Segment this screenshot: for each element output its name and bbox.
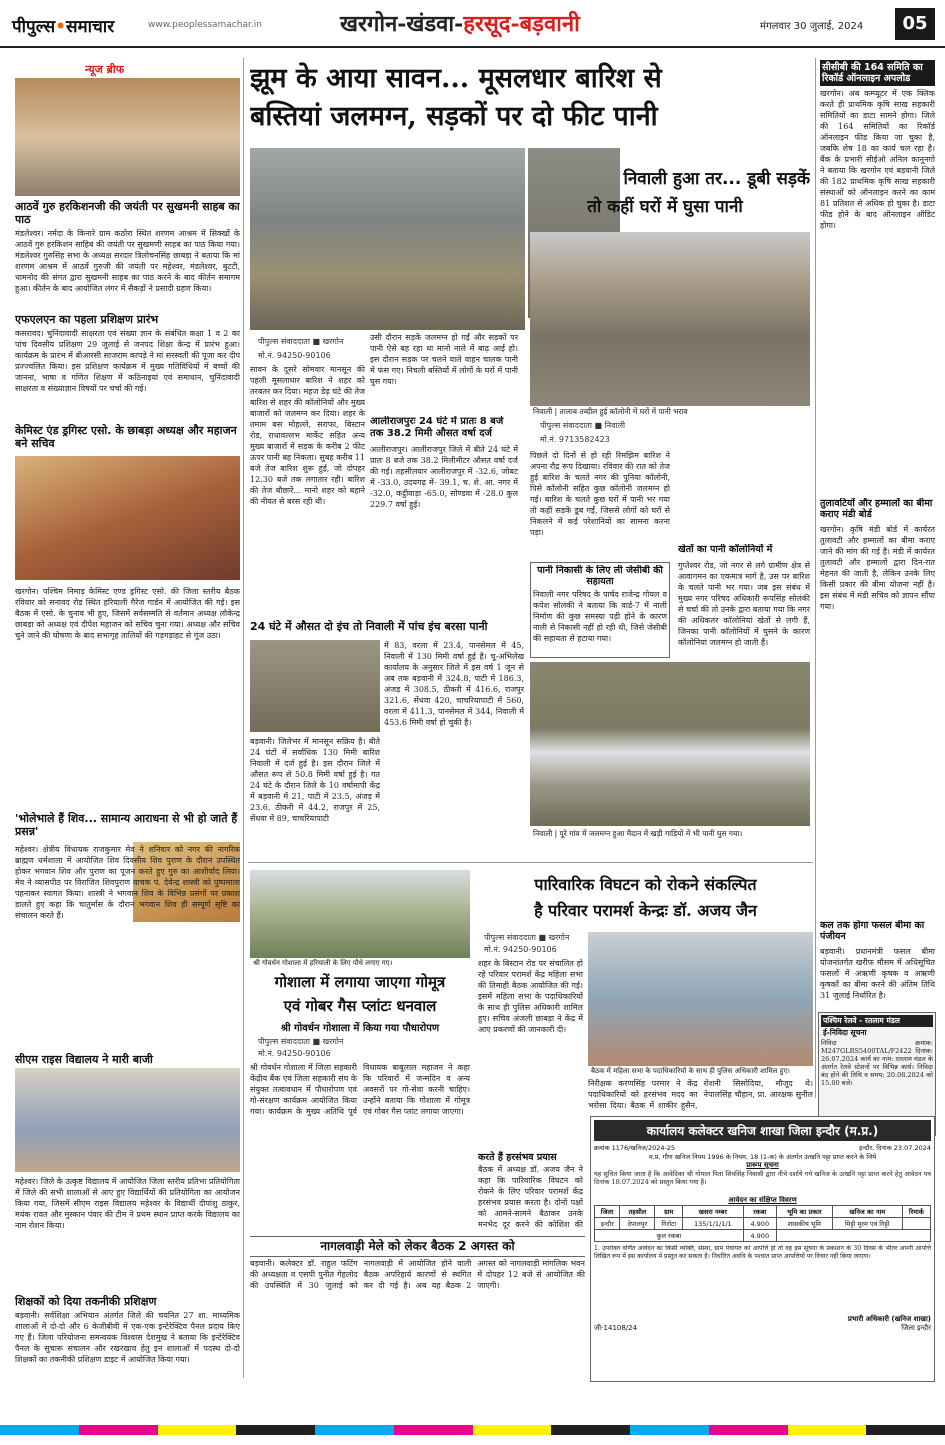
s4-title: 'भोलेभाले हैं शिव... सामान्य आराधना से भी हो जाते हैं प्रसन्न' (15, 812, 238, 838)
brand-logo (12, 14, 114, 37)
mining-notice (590, 1116, 935, 1382)
s6-title: शिक्षकों को दिया तकनीकी प्रशिक्षण (15, 1295, 157, 1308)
ccb-body: खरगोन। अब कम्प्यूटर में एक क्लिक करते ही प्राथमिक कृषि साख सहकारी समितियों का डाटा सामने होगा। जिले की 164 समितियों का रिकॉर्ड ऑनलाइन फीड किया जा चुका है, जबकि शेष 18 का कार्य चल रहा है। बैंक के प्रभारी सीईओ अनिल कानूनगो ने बताया कि खरगोन एवं बड़वानी जिले की 182 प्राथमिक कृषि साख सहकारी संस्थाओं को ऑनलाइन करने का काम 81 प्रतिशत से अधिक हो चुका है। डाटा फीड होने के बाद ऑनलाइन ऑडिट होगा। (820, 89, 935, 230)
masthead (0, 0, 945, 48)
gurudwara-photo (15, 78, 240, 196)
notice-sign-2: जिला इन्दौर (901, 1324, 931, 1332)
mandi-body: खरगोन। कृषि मंडी बोर्ड में कार्यरत तुलावटी और हम्मालों का बीमा कराए जाने की मांग की गई है। मंडी में कार्यरत तुलावटी और हम्मालों द्वारा दिन-रात मेहनत की जाती है, लेकिन उनके लिए किसी प्रकार की बीमा योजना नहीं है। इस संबंध में मंडी सचिव को ज्ञापन सौंपा गया। (820, 525, 935, 611)
family-headline-2: है परिवार परामर्श केन्द्रः डॉ. अजय जैन (534, 901, 757, 920)
submerged-cars-photo (530, 662, 810, 826)
naagalwadi-body: बड़वानी। कलेक्टर डॉ. राहुल फटिंग की अध्यक्षता व एसपी पुनीत गेहलोद की उपस्थिति में 30 जुलाई को नागलवाड़ी में आयोजित होने वाली बैठक अपरिहार्य कारणों से स्थगित कर दी गई है। अब यह बैठक 2 अगस्त को नागलवाड़ी मांगलिक भवन में दोपहर 12 बजे से आयोजित की जाएगी। (250, 1259, 585, 1290)
s5-body: महेश्वर। जिले के उत्कृष्ट विद्यालय में आयोजित जिला स्तरीय प्रतिभा प्रतियोगिता में जिले की सभी शालाओं से आए हुए विद्यार्थियों की प्रतियोगिता का आयोजन किया गया, जिसमें सीएम राइस विद्यालय महेश्वर के विद्यार्थी दीपांशु ठाकुर, मयंक रावत और मुस्कान पंवार की टीम ने प्रथम स्थान प्राप्त करके विद्यालय का नाम रोशन किया। (15, 1177, 240, 1230)
table-cell (902, 1218, 930, 1230)
rain-street-photo (250, 640, 380, 732)
table-cell: शासकीय भूमि (776, 1218, 832, 1230)
brand-part-2: समाचार (65, 17, 115, 37)
family-body-1: शहर के बिस्टान रोड पर संचालित हो रहे परिवार परामर्श केंद्र महिला सभा की तिमाही बैठक आयोजित की गई। इसमें महिला सभा के पदाधिकारियों के साथ ही पुलिस अधिकारी शामिल हुए। सचिव अंजली छाबड़ा ने केंद्र में आए प्रकरणों की जानकारी दी। (478, 959, 583, 1034)
drainage-box-title: पानी निकासी के लिए ली जेसीबी की सहायता (537, 565, 663, 587)
rain-title: आलीराजपुरः 24 घंटे में प्रातः 8 बजे तक 38.2 मिमी औसत वर्षा दर्ज (370, 416, 504, 439)
goshala-byline: पीपुल्स संवाददाता ■ खरगोन (258, 1037, 344, 1046)
table-head-cell: ग्राम (655, 1206, 683, 1218)
notice-sign-1: प्रभारी अधिकारी (खनिज शाखा) (847, 1315, 931, 1323)
lead-body-1: सावन के दूसरे सोमवार मानसून की पहली मूसलाधार बारिश ने शहर को तरबतर कर दिया। महज डेढ़ घंटे की तेज बारिश से शहर की कॉलोनियों और मुख्य बाजारों को जलमग्न कर दिया। शहर के तमाम बस मोहल्ले, सराफा, बिस्टान रोड, राधावल्लभ मार्केट सहित अन्य मुख्य बाजारों में सड़क के करीब 2 फीट ऊपर पानी बह निकला। सुबह करीब 11 बजे तेज बारिश शुरू हुई, जो दोपहर 12.30 बजे तक लगातार रही। बारिश की तेज बौछारें... मानो शहर को बहाने की नीयत से बरस रही थी। (250, 365, 365, 506)
table-row (595, 1218, 931, 1230)
notice-law: म.प्र. गौण खनिज नियम 1996 के नियम, 18 (1-क) के अंतर्गत उत्खनि पट्टा प्राप्त करने के लिये (648, 1153, 877, 1161)
table-cell: इन्दौर (595, 1218, 620, 1230)
goshala-headline-1: गोशाला में लगाया जाएगा गोमूत्र (274, 973, 446, 991)
issue-date: मंगलवार 30 जुलाई, 2024 (760, 21, 864, 32)
table-head-cell: तहसील (620, 1206, 655, 1218)
notice-title: कार्यालय कलेक्टर खनिज शाखा जिला इन्दौर (म.प्र.) (594, 1120, 931, 1141)
magenta-swatch (79, 1425, 158, 1435)
farm-water-body-top (678, 430, 810, 542)
niwali-mobile: मो.नं. 9713582423 (540, 435, 610, 444)
s2-body: कसरावद। चुनिंदावादी साक्षरता एवं संख्या ज्ञान के संबंधित कक्षा 1 व 2 का पांच दिवसीय प्रशिक्षण 29 जुलाई से जनपद शिक्षा केन्द्र में प्रारंभ हुआ। कार्यक्रम के प्रारंभ में बीआरसी साजराम कापड़े ने मां सरस्वती की पूजा कर दीप प्रज्ज्वलित किया। इस प्रशिक्षण कार्यक्रम में मुख्य गतिविधियों में बच्चों की जानना, भाषा व गणित शिक्षण में कठिनाइयां एवं समाधान, चुनिंदावादी साक्षरता व संख्याज्ञान विषयों पर चर्चा की गई। (15, 329, 240, 393)
notice-ref-date: इन्दौर, दिनांक 23.07.2024 (859, 1144, 931, 1152)
sub-headline-2: तो कहीं घरों में घुसा पानी (587, 197, 743, 217)
goshala-headline-2: एवं गोबर गैस प्लांटः धनवाल (283, 997, 437, 1015)
s1-title: आठवें गुरु हरकिशनजी की जयंती पर सुखमनी साहब का पाठ (15, 200, 240, 226)
color-registration-bar (0, 1425, 945, 1435)
tender-type: ई-निविदा सूचना (823, 1028, 867, 1037)
table-cell: देपालपुर (620, 1218, 655, 1230)
black-swatch (236, 1425, 315, 1435)
rain-body: आलीराजपुर। आलीराजपुर जिले में बीते 24 घंटे में प्रातः 8 बजे तक 38.2 मिलीमीटर औसत वर्षा दर्ज की गई। तहसीलवार आलीराजपुर में -32.6, जोबट में -33.0, उदयगढ़ में- 39.1, च. शे. आ. नगर में -32.0, कट्ठीवाड़ा -65.0, सोण्डवा में -28.0 कुल 229.7 वर्षा हुई। (370, 445, 518, 509)
notice-form: प्रारूप सूचना (746, 1161, 779, 1169)
cm-rise-school-photo (15, 1068, 240, 1172)
table-head-cell: रिमार्क (902, 1206, 930, 1218)
website-url: www.peoplessamachar.in (148, 20, 262, 30)
farm-water-body: गुप्तेश्वर रोड, जो नगर से लगे ग्रामीण क्षेत्र से आवागमन का एकमात्र मार्ग है, उस पर बारिश के चलते पानी भर गया। जब इस संबंध में मुख्य नगर परिषद अधिकारी रूपसिंह सोलंकी से चर्चा की तो उनके द्वारा बताया गया कि नगर की अधिकतर कॉलोनियां खेतों से लगी हैं, जिनका पानी कॉलोनियों में घुसने के कारण कॉलोनियां जलमग्न हो जाती हैं। (678, 561, 810, 647)
notice-table-head (595, 1206, 931, 1218)
table-total-value: 4.900 (743, 1230, 776, 1242)
ccb-title: सीसीबी की 164 समिति का रिकॉर्ड ऑनलाइन अपलोड (820, 60, 935, 86)
s2-title: एफएलएन का पहला प्रशिक्षण प्रारंभ (15, 313, 159, 326)
table-head-cell: रकबा (743, 1206, 776, 1218)
s4-body: महेश्वर। क्षेत्रीय विधायक राजकुमार मेव ने शनिवार को नगर की नागरिक ब्राह्मण धर्मशाला में आयोजित शिव दिवसीय शिव पुराण के दौरान उपस्थित होकर भगवान शिव और पुराण का पूजन करते हुए गुरु का आशीर्वाद लिया। मेव ने व्यासपीठ पर विराजित शिवपुराण वाचक पं. देवेन्द्र शास्त्री को पुष्पमाला पहनाकर स्वागत किया। शास्त्री ने भगवान शिव के विभिन्न प्रसंगों पर प्रकाश डालते हुए कहा कि चातुर्मास के दौरान भगवान शिव ही सम्पूर्ण सृष्टि का संचालन करते हैं। (15, 845, 240, 920)
lead-headline-1: झूम के आया सावन... मूसलधार बारिश से (250, 63, 662, 94)
region-title-b: हरसूद-बड़वानी (463, 11, 580, 37)
left-column (15, 62, 240, 1372)
notice-ref: क्रमांक 1176/खनिज/2024-25 (594, 1144, 676, 1152)
notice-notes: 1. उपरोक्त वर्णित आवेदन का किसी व्यक्ति, संस्था, ग्राम पंचायत को आपत्ति हो तो वह इस सूचना के प्रकाशन के 30 दिवस के भीतर अपनी आपत्ति लिखित रूप में इस कार्यालय में प्रस्तुत कर सकता है। निर्धारित अवधि के पश्चात प्राप्त आपत्तियों पर विचार नहीं किया जाएगा। (594, 1245, 931, 1260)
avg-rain-title: 24 घंटे में औसत दो इंच तो निवाली में पांच इंच बरसा पानी (250, 620, 488, 633)
yellow-swatch (473, 1425, 552, 1435)
table-head-cell: खनिज का नाम (832, 1206, 902, 1218)
family-mobile: मो.नं. 94250-90106 (484, 945, 557, 954)
efforts-title: करते हैं हरसंभव प्रयास (478, 1152, 557, 1163)
table-cell: मिट्टी मुरम एवं गिट्टी (832, 1218, 902, 1230)
crop-insurance-title: कल तक होगा फसल बीमा का पंजीयन (820, 920, 925, 942)
region-title-a: खरगोन-खंडवा- (340, 11, 464, 37)
s5-title: सीएम राइस विद्यालय ने मारी बाजी (15, 1053, 153, 1066)
family-meeting-photo (588, 932, 813, 1066)
lead-body-2: उसी दौरान सड़कें जलमग्न हो गईं और सड़कों पर पानी ऐसे बह रहा था मानो नाले में बाढ़ आई हो। इस दौरान सड़क पर चलने वाले वाहन चालक पानी में फंस गए। निचली बस्तियों में लोगों के घरों में पानी घुस गया। (370, 333, 518, 386)
cyan-swatch (0, 1425, 79, 1435)
s1-body: मंडलेश्वर। नर्मदा के किनारे ग्राम कठोरा स्थित शरणम आश्रम में सिक्खों के आठवें गुरु हरकिशन साहिब की जयंती पर सुखमणी साहब का पाठ किया गया। मंडलेश्वर गुरुसिंह सभा के अध्यक्ष सरदार त्रिलोचनसिंह छाबड़ा ने बताया कि मां शरणम आश्रम में आठवें गुरुजी की जयंती पर महेश्वर, मंडलेश्वर, बुटटी, धामनोद की संगत द्वारा सुखमनी साहब का पाठ करने के बाद कीर्तन समागम हुआ। कीर्तन के बाद आयोजित लंगर में सैकड़ों ने प्रसादी ग्रहण किया। (15, 229, 240, 293)
goshala-photo (250, 870, 470, 958)
lead-headline-2: बस्तियां जलमग्न, सड़कों पर दो फीट पानी (250, 101, 658, 132)
flooded-street-photo (250, 148, 525, 330)
table-total-label: कुल रकबा (595, 1230, 744, 1242)
cyan-swatch (315, 1425, 394, 1435)
notice-table (594, 1205, 931, 1242)
lead-mobile: मो.नं. 94250-90106 (258, 351, 331, 360)
page-number-badge: 05 (895, 8, 935, 40)
yellow-swatch (158, 1425, 237, 1435)
region-title (340, 8, 580, 38)
notice-intro: यह सूचित किया जाता है कि आवेदिका श्री गोपाल पिता शिवसिंह निवासी द्वारा नीचे दर्शाये गये खनिज के उत्खनि पट्टा प्राप्त करने हेतु आवेदन पत्र दिनांक 18.07.2024 को प्रस्तुत किया गया है। (594, 1170, 931, 1186)
color-swatches (0, 1425, 945, 1435)
magenta-swatch (709, 1425, 788, 1435)
table-head-cell: जिला (595, 1206, 620, 1218)
s6-body: बड़वानी। सर्वशिक्षा अभियान अंतर्गत जिले की चयनित 27 शा. माध्यमिक शालाओं में दो-दो और 6 केजीबीवी में एक-एक इन्टेरेक्टिव पैनल प्रदाय किए गए हैं। जिला परियोजना समन्वयक विश्वास देशमुख ने बताया कि इन्टेरेक्टिव पैनल के सुचारू संचालन और रखरखाव हेतु इन शालाओं में पदस्थ दो-दो शिक्षकों का तकनीकी प्रशिक्षण डाइट में आयोजित किया गया। (15, 1311, 240, 1364)
table-total-row (595, 1230, 931, 1242)
brand-separator: • (55, 17, 66, 37)
black-swatch (551, 1425, 630, 1435)
avg-rain-body-1: बड़वानी। जिलेभर में मानसून सक्रिय है। बीते 24 घंटों में सर्वाधिक 130 मिमी बारिश निवाली में दर्ज हुई है। इस दौरान जिले में औसत रूप से 50.8 मिमी वर्षा हुई है। गत 24 घंटे के दौरान जिले के 10 वर्षामापी केंद्र में बड़वानी में 21, पाटी में 23.5, अंजड़ में 23.6, ठीकरी में 44.2, राजपुर में 25, सेंधवा में 89, चाचरियापाटी (250, 737, 380, 823)
photo-caption-1: निवाली | तालाब तब्दील हुई कॉलोनी में घरों में पानी भराव (533, 407, 688, 416)
family-headline-1: पारिवारिक विघटन को रोकने संकल्पित (534, 875, 757, 894)
table-cell: गिरोटा (655, 1218, 683, 1230)
lead-byline: पीपुल्स संवाददाता ■ खरगोन (258, 337, 344, 346)
tender-body: निविदा क्रमांक: M247GLRS5400TAL/F2422 दिनांक: 26.07.2024 कार्य का नाम: रतलाम मंडल के अंतर्गत रेलवे स्टेशनों पर विभिन्न कार्य। निविदा बंद होने की तिथि व समय: 20.08.2024 को 15.00 बजे। (821, 1039, 933, 1087)
crop-insurance-body: बड़वानी। प्रधानमंत्री फसल बीमा योजनांतर्गत खरीफ मौसम में अधिसूचित फसलों में अऋणी कृषक व अऋणी कृषकों का बीमा करने की अंतिम तिथि 31 जुलाई निर्धारित है। (820, 947, 935, 1000)
black-swatch (866, 1425, 945, 1435)
drainage-box (530, 562, 670, 658)
right-column (820, 60, 935, 1070)
niwali-byline: पीपुल्स संवाददाता ■ निवाली (540, 421, 626, 430)
table-total-empty (776, 1230, 930, 1242)
family-byline: पीपुल्स संवाददाता ■ खरगोन (484, 933, 570, 942)
family-body-2: निरीक्षक करणसिंह परमार ने केंद्र पदाधिकारियों को हरसंभव मदद का भरोसा दिया। बैठक में शाकीर हुसैन, रोशनी सिसोदिया, मौजूद थे। नेपालसिंह चौहान, प्रा. आरक्षक सुनील (588, 1079, 813, 1110)
brand-part-1: पीपुल्स (12, 17, 56, 37)
notice-table-title: आवेदन का संक्षिप्त विवरण (728, 1196, 797, 1204)
photo-caption-2: निवाली | पूरे गांव में जलमग्न हुआ मैदान में खड़ी गाड़ियों में भी पानी घुस गया। (533, 829, 743, 838)
notice-ref-row (594, 1143, 931, 1152)
table-head-cell: भूमि का प्रकार (776, 1206, 832, 1218)
niwali-body: पिछले दो दिनों से हो रही रिमझिम बारिश ने अपना रौद्र रूप दिखाया। रविवार की रात को तेज हुई बारिश के चलते नगर की पुनिया कॉलोनी, पिसे कॉलोनी सहित कुछ कॉलोनी जलमग्न हो गई। बारिश के चलते कुछ घरों में पानी भर गया तो कहीं सड़कें डूब गईं, जिससे लोगों को घरों से निकलने में कई परेशानियों का सामना करना पड़ा। (530, 451, 670, 537)
goshala-mobile: मो.नं. 94250-90106 (258, 1049, 331, 1058)
drainage-box-body: निवाली नगर परिषद के पार्षद राजेन्द्र गोयल व कपेश सोलंकी ने बताया कि वार्ड-7 में नाली निर्माण की कुछ समस्या पड़ी होने के कारण नाली से निकासी नहीं हो रही थी, जिसे जेसीबी की सहायता से हटाया गया। (533, 590, 667, 643)
goshala-sub: श्री गोवर्धन गोशाला में किया गया पौधारोपण (280, 1023, 440, 1034)
notice-code: जी-14108/24 (594, 1324, 638, 1332)
s3-title: केमिस्ट एंड ड्रगिस्ट एसो. के छाबड़ा अध्यक्ष और महाजन बने सचिव (15, 424, 237, 450)
cyan-swatch (630, 1425, 709, 1435)
tender-org: पश्चिम रेलवे - रतलाम मंडल (821, 1015, 933, 1027)
goshala-caption: श्री गोवर्धन गोशाला में हरियाली के लिए पौधे लगाए गए। (253, 959, 393, 967)
niwali-flood-photo (530, 232, 810, 406)
news-brief-label: न्यूज ब्रीफ (85, 63, 125, 76)
yellow-swatch (788, 1425, 867, 1435)
table-cell: 4.900 (743, 1218, 776, 1230)
s3-body: खरगोन। पश्चिम निमाड़ केमिस्ट एण्ड ड्रगिस्ट एसो. की जिला स्तरीय बैठक रविवार को सनावद रोड स्थित हरियाली गैरेज गार्डन में आयोजित की गई। इस बैठक में एसो. के चुनाव भी हुए, जिसमें सर्वसम्मति से वर्तमान अध्यक्ष लोकेन्द्र छाबड़ा को अध्यक्ष एवं दीपेश महाजन को सचिव चुना गया। अध्यक्ष और सचिव चुने जाने की घोषणा के बाद सभागृह तालियों की गड़गड़ाहट से गूंज उठा। (15, 587, 240, 640)
chemist-association-photo (15, 456, 240, 580)
section-divider (248, 862, 813, 863)
naagalwadi-title: नागलवाड़ी मेले को लेकर बैठक 2 अगस्त को (250, 1236, 585, 1257)
efforts-body: बैठक में अध्यक्ष डॉ. अजय जैन ने कहा कि पारिवारिक विघटन को रोकने के लिए परिवार परामर्श केंद्र हरसंभव प्रयास करता है। दोनों पक्षों को आमने-सामने बैठाकर उनके मनभेद दूर करने की कोशिश की (478, 1165, 583, 1229)
mandi-title: तुलावटियों और हम्मालों का बीमा कराए मंडी बोर्ड (820, 498, 933, 520)
family-photo-caption: बैठक में महिला सभा के पदाधिकारियों के साथ ही पुलिस अधिकारी शामिल हुए। (591, 1067, 790, 1075)
goshala-body: श्री गोवर्धन गोशाला में जिला सहकारी केंद्रीय बैंक एवं जिला सहकारी संघ के संयुक्त तत्वावधान में पौधारोपण एवं गो-संरक्षण कार्यक्रम आयोजित किया गया। कार्यक्रम के मुख्य अतिथि पूर्व विधायक बाबूलाल महाजन ने कहा कि परिवारों में जन्मदिन व अन्य अवसरों पर गो-सेवा करनी चाहिए। उन्होंने बताया कि गोशाला में गोमूत्र एवं गोबर गैस प्लांट लगाया जाएगा। (250, 1063, 470, 1116)
column-divider-right (815, 58, 816, 1098)
sub-headline-1: निवाली हुआ तर... डूबी सड़कें (623, 169, 810, 189)
farm-water-title: खेतों का पानी कॉलोनियों में (678, 544, 773, 555)
table-head-cell: खसरा नम्बर (683, 1206, 743, 1218)
column-divider-left (243, 58, 244, 1378)
table-cell: 135/1/1/1/1 (683, 1218, 743, 1230)
notice-footer-row (594, 1324, 931, 1333)
magenta-swatch (394, 1425, 473, 1435)
avg-rain-body-2: में 83, वरला में 23.4, पानसेमल में 45, निवाली में 130 मिमी वर्षा हुई है। चू-अभिलेख कार्यालय के अनुसार जिले में इस वर्ष 1 जून से अब तक बड़वानी में 324.8, पाटी में 186.3, अंजड़ में 308.5, ठीकरी में 416.6, राजपुर 321.6, सेंधवा 420, चाचरियापाटी में 560, वरला में 411.3, पानसेमल में 344, निवाली में 453.6 मिमी वर्षा हो चुकी है। (384, 641, 524, 727)
